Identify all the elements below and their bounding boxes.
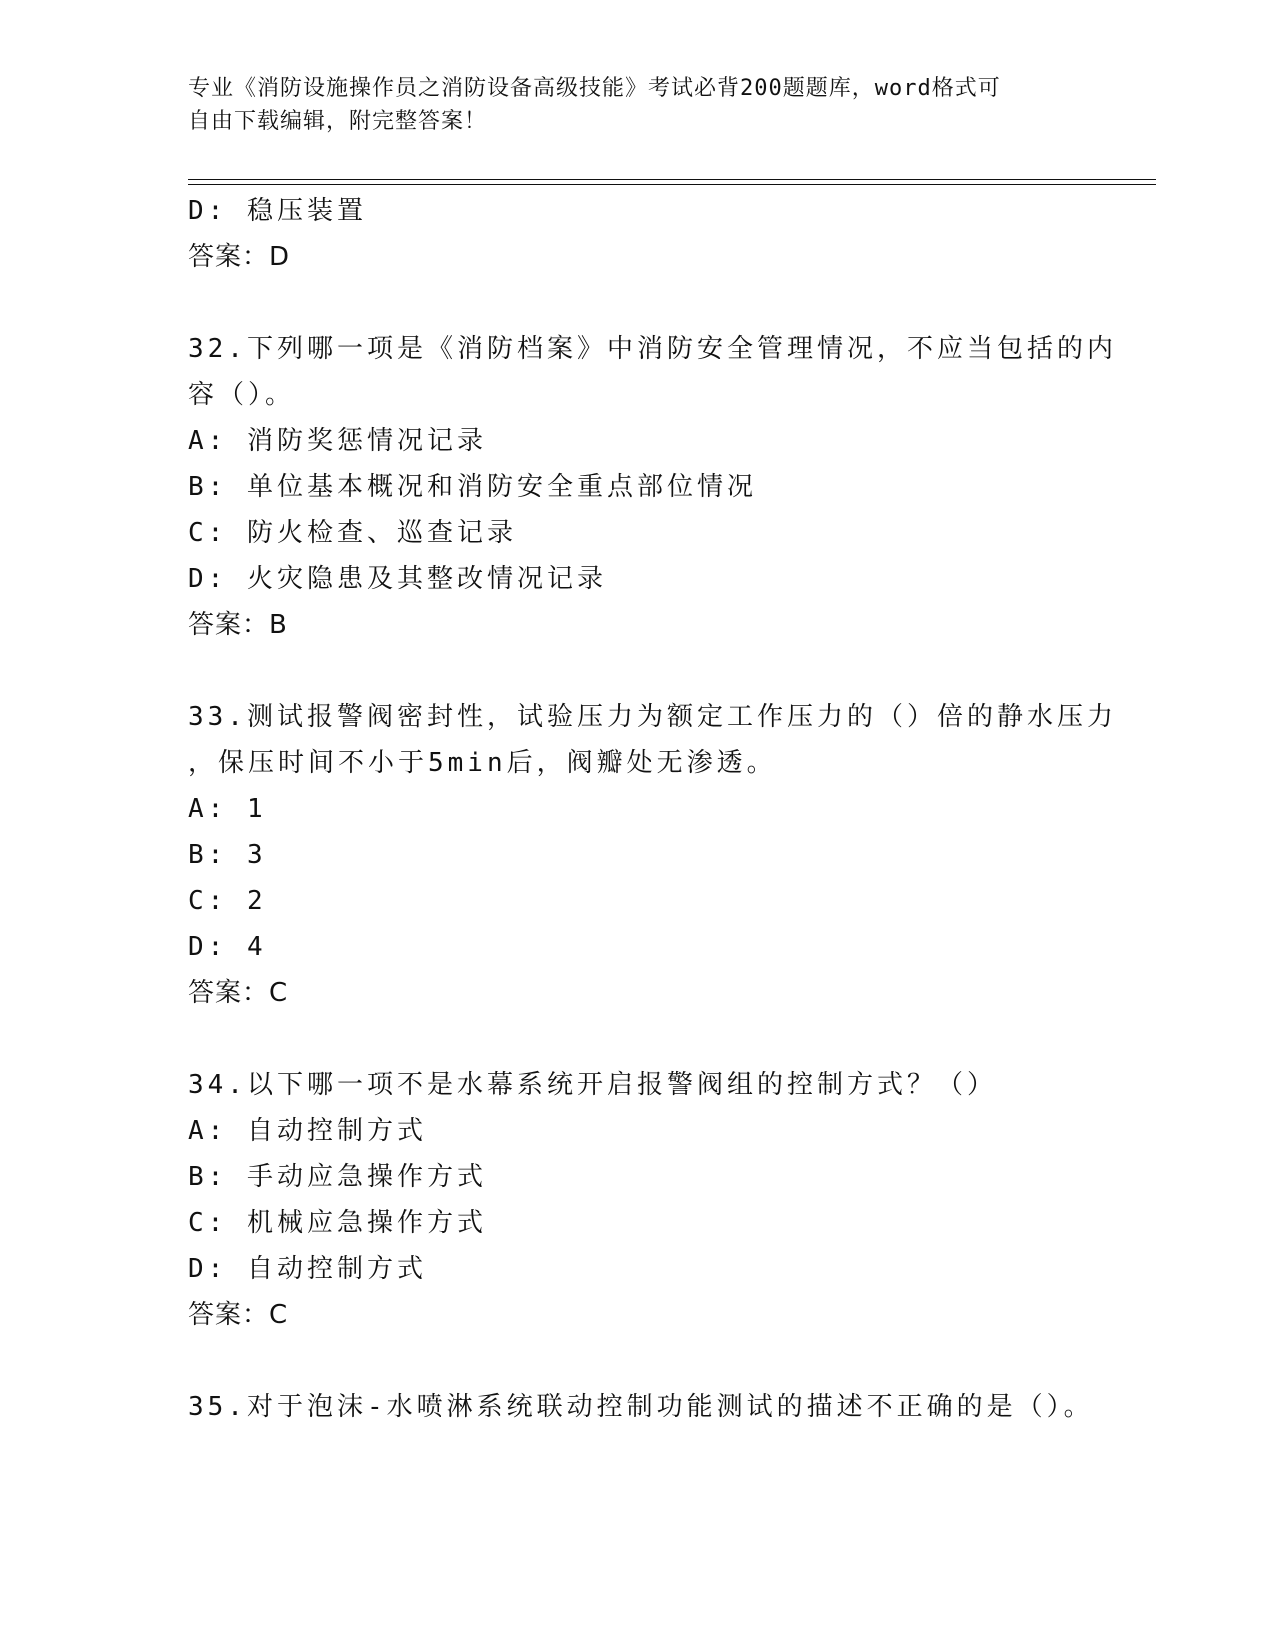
option-b: B: 手动应急操作方式 xyxy=(188,1162,487,1192)
question-stem-line-1: 32.下列哪一项是《消防档案》中消防安全管理情况，不应当包括的内 xyxy=(188,334,1117,364)
option-d: D: 自动控制方式 xyxy=(188,1254,427,1284)
header-line-2: 自由下载编辑，附完整答案！ xyxy=(188,109,488,134)
question-34 xyxy=(188,1062,1088,1338)
option-b: B: 3 xyxy=(188,840,267,870)
option-d: D: 火灾隐患及其整改情况记录 xyxy=(188,564,607,594)
option-a: A: 消防奖惩情况记录 xyxy=(188,426,487,456)
question-33 xyxy=(188,694,1117,1016)
question-stem-line-1: 34.以下哪一项不是水幕系统开启报警阀组的控制方式？（） xyxy=(188,1070,997,1100)
question-stem-line-2: ，保压时间不小于5min后，阀瓣处无渗透。 xyxy=(188,748,777,778)
question-35 xyxy=(188,1384,1094,1430)
answer: 答案：B xyxy=(188,610,288,640)
option-a: A: 1 xyxy=(188,794,267,824)
header-line-1: 专业《消防设施操作员之消防设备高级技能》考试必背200题题库，word格式可 xyxy=(188,76,1001,101)
header-divider-bottom xyxy=(188,184,1156,185)
prev-option-d: D: 稳压装置 xyxy=(188,196,367,226)
question-stem-line-1: 33.测试报警阀密封性，试验压力为额定工作压力的（）倍的静水压力 xyxy=(188,702,1117,732)
option-c: C: 2 xyxy=(188,886,267,916)
option-d: D: 4 xyxy=(188,932,267,962)
question-stem-line-2: 容（）。 xyxy=(188,380,296,410)
question-32 xyxy=(188,326,1117,648)
question-stem-line-1: 35.对于泡沫-水喷淋系统联动控制功能测试的描述不正确的是（）。 xyxy=(188,1392,1094,1422)
option-a: A: 自动控制方式 xyxy=(188,1116,427,1146)
option-b: B: 单位基本概况和消防安全重点部位情况 xyxy=(188,472,757,502)
answer: 答案：C xyxy=(188,1300,289,1330)
prev-answer: 答案：D xyxy=(188,242,291,272)
header-divider-top xyxy=(188,179,1156,180)
answer: 答案：C xyxy=(188,978,289,1008)
option-c: C: 防火检查、巡查记录 xyxy=(188,518,517,548)
question-content xyxy=(188,188,1117,1430)
option-c: C: 机械应急操作方式 xyxy=(188,1208,487,1238)
document-header xyxy=(188,72,1068,138)
